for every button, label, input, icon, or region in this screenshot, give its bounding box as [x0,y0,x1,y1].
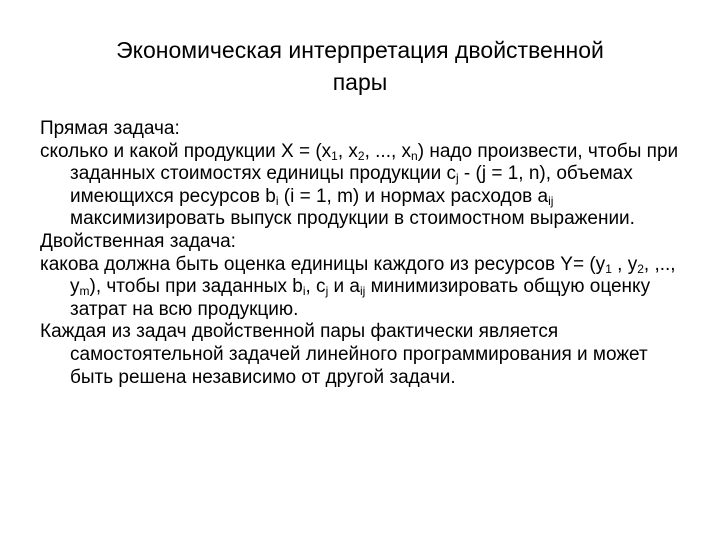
subscript: n [411,148,418,163]
primal-heading: Прямая задача: [40,118,180,139]
primal-description [40,141,690,231]
subscript: ij [359,284,366,299]
dual-text-part: , c [305,276,326,298]
primal-text-part: , x [337,140,358,162]
dual-text-part: какова должна быть оценка единицы каждого из ресурсов Y= (y [40,253,606,275]
slide-body [40,118,690,389]
primal-text-part: (i = 1, m) и нормах расходов a [278,185,549,207]
dual-text-part: , ,.., y [70,253,676,298]
subscript: j [325,284,329,299]
subscript: 1 [331,148,338,163]
subscript: ij [548,193,554,208]
subscript: m [79,284,90,299]
title-line-1: Экономическая интерпретация двойственной [116,37,604,63]
primal-text-part: ) надо произвести, чтобы при заданных стоимостях единицы продукции c [70,140,679,185]
dual-text-part: , y [611,253,638,275]
subscript: i [302,284,306,299]
title-line-2: пары [332,69,388,95]
subscript: 1 [605,261,612,276]
dual-text-part: минимизировать общую оценку затрат на всю продукцию. [70,276,651,320]
primal-text-part: , ..., x [364,140,412,162]
dual-heading: Двойственная задача: [40,230,236,252]
subscript: 2 [357,148,365,163]
dual-description [40,254,690,322]
primal-text-part: сколько и какой продукции X = (x [40,140,332,162]
subscript: j [455,171,459,186]
subscript: i [275,193,279,208]
slide-title [36,34,684,98]
subscript: 2 [637,261,644,276]
dual-text-part: и a [328,276,360,298]
primal-text-part: максимизировать выпуск продукции в стоимостном выражении. [70,208,635,230]
dual-text-part: ), чтобы при заданных b [89,276,303,298]
conclusion-paragraph: Каждая из задач двойственной пары фактически является самостоятельной задачей линейного программирования и может быть решена независимо от другой задачи. [40,321,648,388]
primal-text-part: - (j = 1, n), объемах имеющихся ресурсов b [70,163,633,207]
